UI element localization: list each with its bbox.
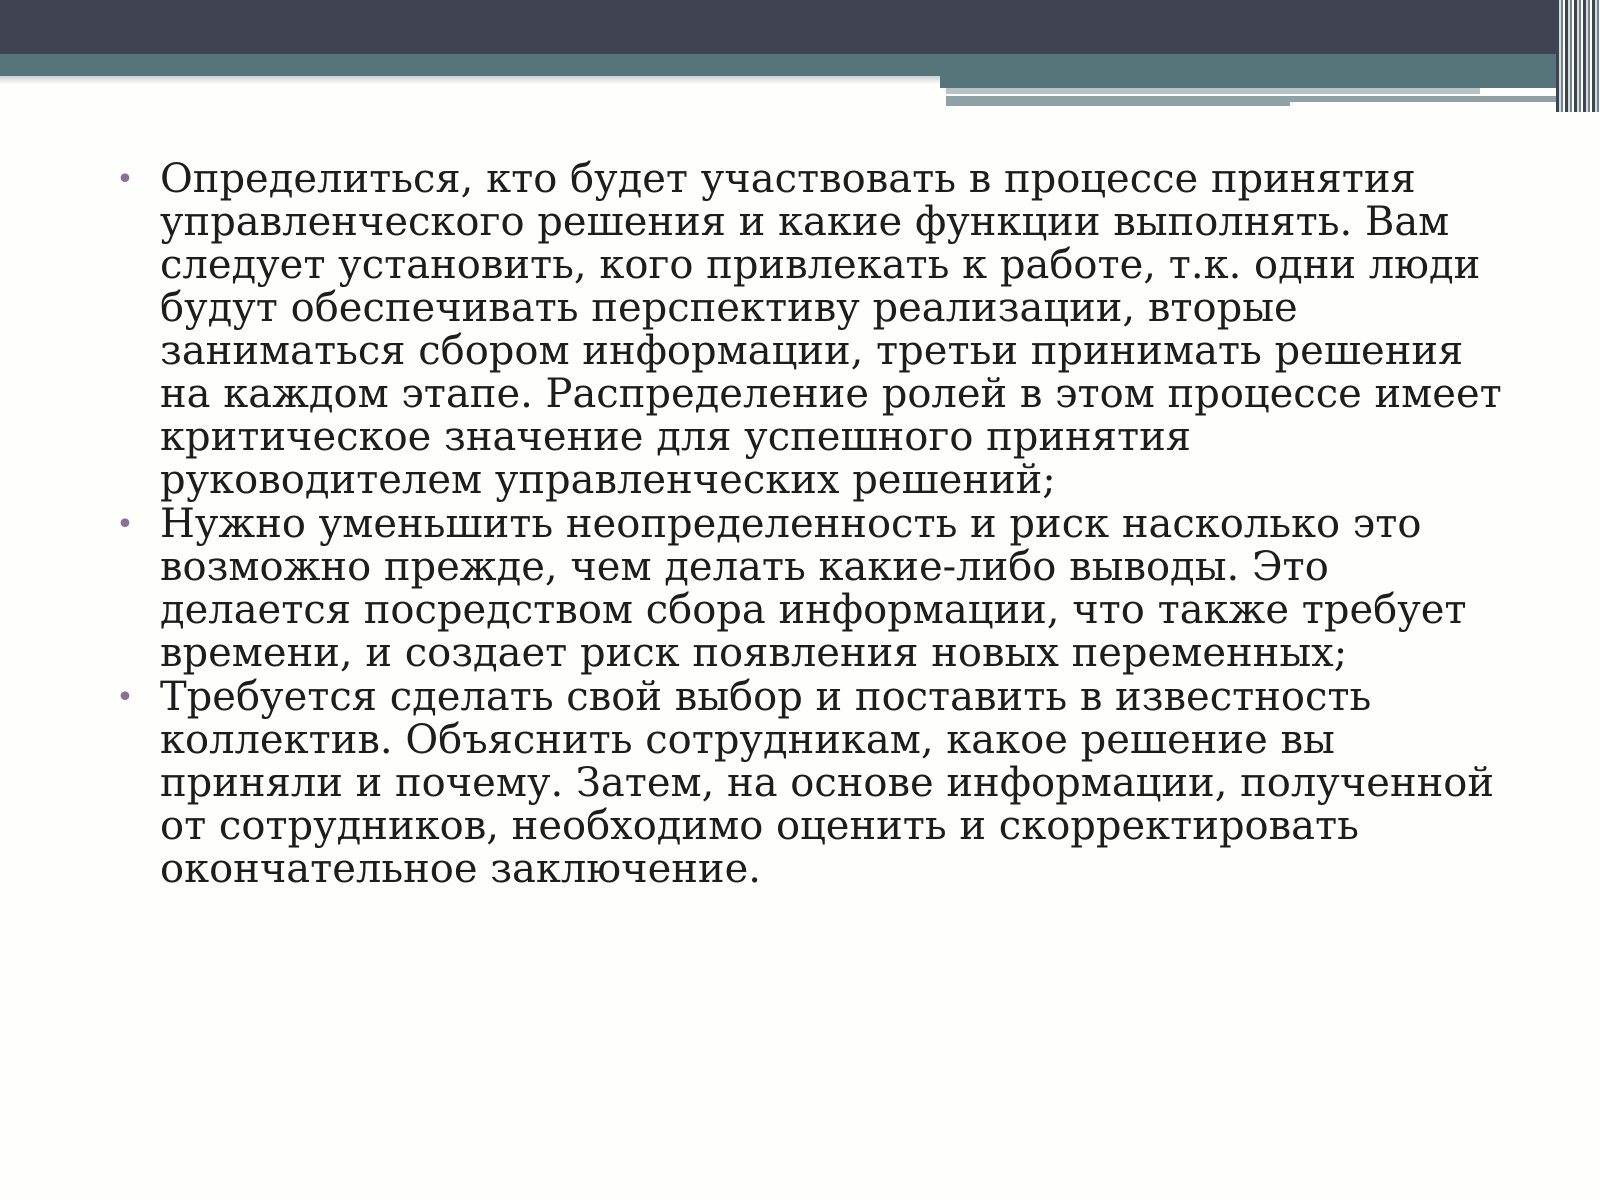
header-stripe-highlight [1290, 102, 1560, 107]
bullet-dot-icon: • [116, 680, 134, 715]
header-stripe [946, 88, 1480, 94]
bullet-item [116, 501, 1520, 676]
bullet-list [116, 156, 1520, 892]
bullet-item [116, 156, 1520, 503]
header-side-lines [1556, 0, 1600, 112]
bullet-dot-icon: • [116, 162, 134, 197]
bullet-text: Нужно уменьшить неопределенность и риск насколько это возможно прежде, чем делать какие-либо выводы. Это делается посредством сбора информации, что также требует времени, и создает риск появления новых переменных; [160, 501, 1467, 676]
bullet-dot-icon: • [116, 507, 134, 542]
bullet-item [116, 674, 1520, 892]
bullet-text: Требуется сделать свой выбор и поставить в известность коллектив. Объяснить сотрудникам, какое решение вы приняли и почему. Затем, на основе информации, полученной от сотрудников, необходимо оценить и скорректировать окончательное заключение. [160, 674, 1495, 892]
header-banner-step [940, 76, 1560, 88]
bullet-text: Определиться, кто будет участвовать в процессе принятия управленческого решения и какие функции выполнять. Вам следует установить, кого привлекать к работе, т.к. одни люди будут обеспечивать перспективу реализации, вторые заниматься сбором информации, третьи принимать решения на каждом этапе. Распределение ролей в этом процессе имеет критическое значение для успешного принятия руководителем управленческих решений; [160, 156, 1502, 503]
header-banner-shadow [0, 76, 940, 84]
header-banner-teal [0, 54, 1600, 76]
header-banner-dark [0, 0, 1600, 54]
